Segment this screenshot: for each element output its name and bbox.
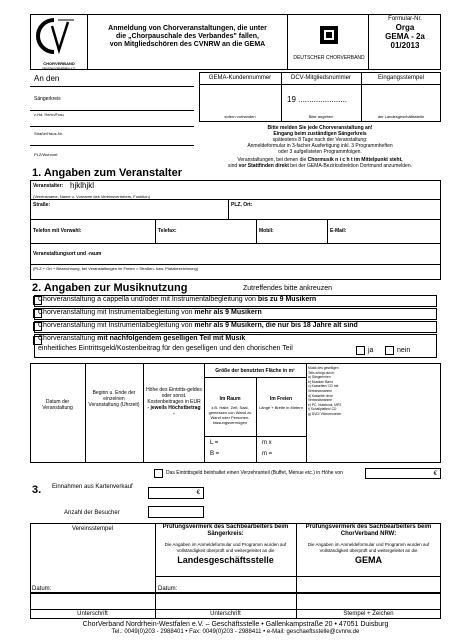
option-1-bold: bis zu 9 Musikern [257,296,317,303]
dcv-logo-icon [292,22,366,50]
option-4-row [34,334,437,358]
einnahmen-field[interactable] [148,487,204,499]
freien-header: Im Freien [269,396,293,402]
dcv-name: DEUTSCHER CHORVERBAND [293,55,365,61]
unterschrift-label-1: Unterschrift [77,611,108,617]
title-line-3: von Mitgliedschören des CVNRW an die GEMA [109,41,266,48]
dcv-col-header: DCV-Mitgliedsnummer [290,75,351,81]
strasse-label: Straße/Haus-Nr. [34,131,63,136]
section3-number: 3. [32,484,42,496]
besucher-field[interactable] [148,506,204,518]
l-label: L = [210,440,219,446]
veranstalter-hint: (Vereinsname, Name u. Vorname des Vereinsvertreters, Funktion) [33,194,150,199]
notice-line-7b: vor Stattfinden direkt [238,163,289,169]
besucher-label: Anzahl der Besucher [64,510,120,516]
notice-line-1: Bitte melden Sie jede Chorveranstaltung an! [267,125,373,131]
hoehe-bold: - jeweils Höchstbetrag - [147,405,201,417]
title-line-2: die „Chorpauschale des Verbandes" fallen, [116,33,259,40]
pv1-text: Die Angaben im Anmeldeformular und Programm wurden auf Vollständigkeit überprüft und weitergeleitet an die [164,542,287,553]
unterschrift-label-2: Unterschrift [210,611,241,617]
pv2-text: Die Angaben im Anmeldeformular und Programm wurden auf Vollständigkeit überprüft und weitergeleitet an die [307,542,430,553]
landes-hint: der Landesgeschäftsstelle [377,114,425,119]
section1-title: 1. Angaben zum Veranstalter [32,167,182,179]
option-4-line-2 [38,345,436,353]
musik-c: c) Kassetten/ CD mit Verbandsnahme [308,384,339,393]
zhd-label: z.Hd. Herrn/Frau [34,112,64,117]
telefax-field[interactable]: Telefax: [158,228,177,234]
notice-line-7c: bei der GEMA-Bezirksdirektion Dortmund anzumelden. [288,163,412,169]
raum-hint: z.B. Halle, Zelt, Saal, gemessen von Wand zu Wand oder Personen-fassungsvermögen [208,405,252,425]
hoehe-text: Höhe des Eintritts-geldes oder sonst. Kostenbeitrages in EUR [146,387,202,405]
ort-hint: (PLZ + Ort + Bezeichnung, bei Veranstaltungen im Freien = Straßen- bzw. Platzbezeichnung) [33,266,199,271]
verzehr-amount-field[interactable] [365,468,441,479]
notice-block [199,125,441,169]
notice-line-2: Eingang beim zuständigen Sängerkreis [273,131,367,137]
gema-col-header: GEMA-Kundennummer [208,75,272,81]
musik-list [308,366,344,417]
musik-d: d) Kassette ohne Verbandsnahme [308,393,333,403]
pv2-title: Prüfungsvermerk des Sachbearbeiters beim ChorVerband NRW: [305,524,432,537]
section2-title: 2. Angaben zur Musiknutzung [32,282,188,294]
einnahmen-euro: € [196,490,200,496]
section2-subtitle: Zutreffendes bitte ankreuzen [243,285,332,292]
dcv-year-field[interactable]: 19 ...................... [287,95,348,104]
notice-line-5: oder 3 aufgelisteten Programmfolgen. [278,149,362,155]
form-code: GEMA - 2a [385,32,425,41]
dcv-logo [292,22,366,66]
title-line-1: Anmeldung von Chorveranstaltungen, die unter [108,25,267,32]
an-den-label: An den [34,74,60,83]
eintritt-note-row [148,468,441,480]
cvnrw-logo-icon [34,16,84,56]
veranstalter-field[interactable]: hjklhjkl [70,181,95,190]
form-name: Orga [395,23,415,32]
logo-org: CHORVERBAND [43,61,75,66]
sofern-hint: sofern vorhanden [224,114,256,119]
datum-header: Datum der Veranstaltung [42,399,73,411]
musik-a: a) Sängerinnen [308,375,331,380]
form-title [90,25,285,49]
option-4-eintritt: einheitliches Eintrittsgeld/Kostenbeitrag für den geselligen und den chorischen Teil [38,345,293,352]
vereinsstempel-label: Vereinsstempel [71,526,114,532]
footer [20,621,451,636]
stempel-label: Stempel + Zeichen [343,611,394,617]
m-x-label: m x [262,440,272,446]
verzehr-checkbox[interactable] [154,469,163,478]
nein-checkbox[interactable] [385,346,394,355]
musik-e: e) PC, Notebook, MP3 [308,402,341,407]
hoehe-header [146,387,202,417]
form-label: Formular-Nr. [388,16,422,22]
form-number-block [369,16,441,50]
raum-header: Im Raum [219,396,241,402]
telefon-field[interactable]: Telefon mit Vorwahl: [33,228,82,234]
verzehr-euro: € [433,471,437,477]
saengerkreis-label: Sängerkreis [34,96,61,102]
footer-line-1: ChorVerband Nordrhein-Westfalen e.V. – Geschäftsstelle • Gallenkampstraße 20 • 47051 Duisburg [82,621,389,628]
veranstalter-label: Veranstalter: [33,183,64,189]
einnahmen-label: Einnahmen aus Kartenverkauf [52,484,133,490]
option-3-row [34,321,437,333]
notice-line-4: Anmeldeformular in 3-facher Ausfertigung inkl. 3 Programmheften [247,143,393,149]
option-4-text: Chorveranstaltung [38,335,98,342]
option-4-bold: mit nachfolgendem geselligen Teil mit Musik [97,335,246,342]
option-2-bold: mehr als 9 Musikern [194,309,262,316]
ja-label: ja [368,347,374,354]
datum-field-2[interactable]: Datum: [158,586,178,592]
gema-kundennummer-field[interactable] [201,87,279,109]
option-1-text: Chorveranstaltung a cappella und/oder mit Instrumentalbegleitung von [38,296,258,303]
option-1-row [34,295,437,307]
ja-checkbox[interactable] [356,346,365,355]
plz-label: PLZ/Wohnort [34,152,58,157]
beginn-header: Beginn u. Ende der einzelnen Veranstaltung (Uhrzeit) [88,390,140,408]
pv1-title: Prüfungsvermerk des Sachbearbeiters beim Sängerkreis: [162,524,289,537]
musik-f: f) Schallplatten/ CD [308,407,337,412]
b-label: B = [210,451,220,457]
option-3-text: Chorveranstaltung mit Instrumentalbegleitung von [38,322,195,329]
option-2-row [34,308,437,320]
groesse-header: Größe der benutzten Fläche in m² [215,368,295,374]
datum-field-1[interactable]: Datum: [32,586,52,592]
cvnrw-logo [34,16,84,68]
option-4-line-1 [38,335,436,343]
form-date: 01/2013 [390,41,420,50]
logo-sub: Nordrhein-Westfalen e.V. [42,66,76,70]
bitte-hint: Bitte angeben [308,114,334,119]
notice-line-7 [199,163,441,169]
m-eq-label: m = [262,451,273,457]
notice-line-6a: Veranstaltungen, bei denen die [237,157,308,163]
musik-label: Musik des geselligen Teils erfolgt durch: [308,366,339,375]
pv1-dest: Landesgeschäftsstelle [177,555,274,565]
notice-line-7a: sind [228,163,239,169]
pv2-dest: GEMA [355,555,382,565]
strasse-field[interactable]: Straße: [33,202,51,208]
email-field[interactable]: E-Mail: [330,228,347,234]
musik-g: g) DVD/ Videorecorder [308,411,342,416]
freien-hint: Länge + Breite in Metern [259,405,303,410]
nein-label: nein [397,347,411,354]
option-2-text: Chorveranstaltung mit Instrumentalbegleitung von [38,309,195,316]
musik-b: b) Musiker/ Band [308,379,333,384]
notice-line-6b: Chormusik n i c h t im Mittelpunkt steht, [307,157,403,163]
footer-line-2: Tel.: 0049(0)203 - 2988401 • Fax: 0049(0)203 - 2988411 • e-Mail: geschaeftsstelle@cvnrw.de [111,629,360,635]
pv1-block [157,524,294,565]
pv2-block [298,524,439,565]
plz-ort-field[interactable]: PLZ, Ort: [231,202,253,208]
option-3-bold: mehr als 9 Musikern, die nur bis 18 Jahre alt sind [194,322,358,329]
veranstaltungsort-field[interactable]: Veranstaltungsort und -raum [33,251,102,257]
stamp-col-header: Eingangsstempel [377,75,425,81]
notice-line-3: spätestens 8 Tage nach der Veranstaltung: [272,137,368,143]
mobil-field[interactable]: Mobil: [259,228,274,234]
eintritt-note: Das Eintrittsgeld beinhaltet einen Verzehranteil (Buffet, Menue etc.) in Höhe von [166,470,343,476]
